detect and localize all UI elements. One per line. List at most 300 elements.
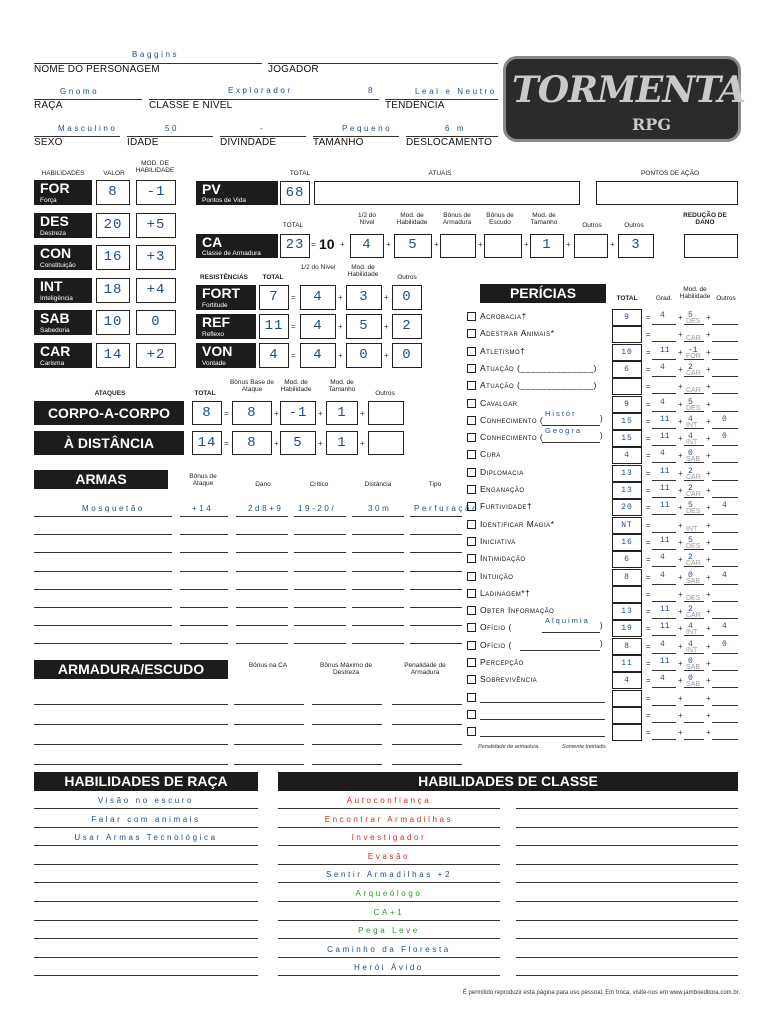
weapon-line[interactable] <box>34 571 172 572</box>
weapon-line[interactable] <box>180 571 228 572</box>
skill-trained-checkbox[interactable] <box>467 641 476 650</box>
ability-modifier[interactable]: +3 <box>136 245 176 270</box>
sex-label: SEXO <box>34 137 63 148</box>
weapon-line[interactable] <box>180 607 228 608</box>
skill-trained-checkbox[interactable] <box>467 381 476 390</box>
skill-trained-checkbox[interactable] <box>467 675 476 684</box>
attack-total[interactable]: 14 <box>192 431 222 455</box>
race-value[interactable]: Gnomo <box>60 87 100 96</box>
ca-half-level[interactable]: 4 <box>350 234 384 258</box>
weapon-crit[interactable]: 19-20/ <box>298 504 337 513</box>
skill-mod[interactable]: 4 <box>688 414 693 424</box>
skill-name: Acrobacia† <box>480 311 527 321</box>
skill-row <box>465 309 610 326</box>
weapon-line[interactable] <box>236 571 288 572</box>
sex-value[interactable]: Masculino <box>58 124 118 133</box>
weapon-type-header: Tipo <box>428 481 442 488</box>
weapon-line[interactable] <box>294 625 346 626</box>
weapon-line[interactable] <box>34 516 172 517</box>
skill-trained-checkbox[interactable] <box>467 623 476 632</box>
attack-other[interactable] <box>368 401 404 425</box>
ability-modifier[interactable]: -1 <box>136 180 176 205</box>
weapon-line[interactable] <box>410 607 462 608</box>
skill-total[interactable]: 4 <box>612 672 642 689</box>
skill-grad[interactable]: 11 <box>660 501 670 511</box>
saves-half-header: 1/2 do Nível <box>300 264 336 271</box>
skill-trained-checkbox[interactable] <box>467 606 476 615</box>
skill-mod[interactable]: 0 <box>688 674 693 684</box>
alignment-label: TENDÊNCIA <box>385 100 445 111</box>
weapon-line[interactable] <box>180 589 228 590</box>
armor-title: ARMADURA/ESCUDO <box>34 660 228 679</box>
skill-row <box>465 690 610 707</box>
weapon-line[interactable] <box>352 552 404 553</box>
weapon-line[interactable] <box>410 571 462 572</box>
skill-specialization[interactable]: Alquimia <box>545 616 590 626</box>
weapon-line[interactable] <box>410 516 462 517</box>
skill-row <box>465 361 610 378</box>
player-label: JOGADOR <box>268 64 319 75</box>
skill-mod[interactable]: 4 <box>688 639 693 649</box>
skill-attr: CAR <box>686 560 701 568</box>
weapon-line[interactable] <box>352 625 404 626</box>
skill-total[interactable] <box>612 707 642 724</box>
skill-name: Atletismo† <box>480 345 526 356</box>
save-other[interactable]: 0 <box>392 285 422 310</box>
skill-mod[interactable]: 2 <box>688 466 693 476</box>
skill-attr: SAB <box>686 664 701 671</box>
skill-other[interactable]: 4 <box>722 622 727 632</box>
skill-row <box>465 655 610 672</box>
armor-line[interactable] <box>34 764 228 765</box>
skill-mod[interactable]: 4 <box>688 432 693 442</box>
skill-total[interactable]: 16 <box>612 534 642 551</box>
save-total[interactable]: 7 <box>259 285 289 310</box>
skill-trained-checkbox[interactable] <box>467 468 476 477</box>
skill-trained-checkbox[interactable] <box>467 658 476 667</box>
class-ability[interactable]: Herói Ávido <box>354 963 424 973</box>
atk-other-header: Outros <box>375 390 395 397</box>
modifier-header: MOD. DE HABILIDADE <box>135 160 175 175</box>
armor-line[interactable] <box>234 724 304 725</box>
skill-mod[interactable]: 2 <box>688 605 693 615</box>
skill-row <box>465 551 610 568</box>
skills-other-header: Outros <box>716 295 736 302</box>
pv-total[interactable]: 68 <box>280 181 310 205</box>
armor-line[interactable] <box>234 704 304 705</box>
skill-total[interactable] <box>612 586 642 603</box>
weapon-line[interactable] <box>352 607 404 608</box>
skill-other[interactable]: 0 <box>722 432 727 442</box>
skill-trained-checkbox[interactable] <box>467 347 476 356</box>
skill-trained-checkbox[interactable] <box>467 450 476 459</box>
skill-mod[interactable]: 0 <box>688 570 693 580</box>
weapon-line[interactable] <box>34 552 172 553</box>
skill-trained-checkbox[interactable] <box>467 399 476 408</box>
save-total[interactable]: 11 <box>259 314 289 339</box>
skill-total[interactable] <box>612 724 642 741</box>
weapon-line[interactable] <box>236 625 288 626</box>
bba-header: Bônus Base de Ataque <box>229 379 275 394</box>
ability-value[interactable]: 20 <box>96 213 130 238</box>
pv-current[interactable] <box>314 181 580 205</box>
skill-total[interactable]: 8 <box>612 638 642 655</box>
skill-grad[interactable]: 4 <box>660 553 665 563</box>
skill-mod[interactable]: 5 <box>688 311 693 320</box>
class-ability[interactable]: Arqueólogo <box>355 889 423 898</box>
skill-trained-checkbox[interactable] <box>467 312 476 321</box>
skill-total[interactable]: 6 <box>612 361 642 378</box>
skill-total[interactable]: 19 <box>612 620 642 637</box>
armor-line[interactable] <box>392 724 462 725</box>
attacks-total-header: TOTAL <box>194 390 216 397</box>
skill-mod[interactable]: 2 <box>688 484 693 493</box>
attack-size-mod[interactable]: 1 <box>326 401 358 425</box>
weapon-line[interactable] <box>410 625 462 626</box>
ca-other[interactable] <box>574 234 608 258</box>
armor-penalty-header: Penalidade de Armadura <box>404 662 446 677</box>
weapon-line[interactable] <box>352 643 404 644</box>
ability-value[interactable]: 18 <box>96 278 130 303</box>
racial-ability[interactable]: Falar com animais <box>91 814 201 824</box>
level-value[interactable]: 8 <box>368 86 376 95</box>
attack-ability-mod[interactable]: 5 <box>280 431 316 455</box>
skill-total[interactable]: 4 <box>612 447 642 464</box>
skill-total[interactable]: 9 <box>612 309 642 326</box>
ability-modifier[interactable]: 0 <box>136 310 176 335</box>
skill-grad[interactable]: 4 <box>660 639 665 649</box>
weapon-line[interactable] <box>294 607 346 608</box>
weapon-line[interactable] <box>34 643 172 644</box>
weapon-line[interactable] <box>410 552 462 553</box>
ca-ability-mod[interactable]: 5 <box>394 234 432 258</box>
skill-total[interactable]: 13 <box>612 465 642 482</box>
skill-trained-checkbox[interactable] <box>467 520 476 529</box>
weapon-line[interactable] <box>294 589 346 590</box>
weapon-line[interactable] <box>180 552 228 553</box>
skill-mod[interactable]: 0 <box>688 449 693 459</box>
save-other[interactable]: 2 <box>392 314 422 339</box>
ability-value[interactable]: 16 <box>96 245 130 270</box>
armor-line[interactable] <box>392 744 462 745</box>
skill-mod[interactable]: 5 <box>688 397 693 407</box>
tormenta-logo <box>503 56 746 142</box>
skill-total[interactable]: 13 <box>612 482 642 499</box>
weapon-line[interactable] <box>294 643 346 644</box>
action-points[interactable] <box>596 181 738 205</box>
ability-abbr: SAB <box>40 310 70 326</box>
skill-row <box>465 534 610 551</box>
speed-value[interactable]: 6 m <box>445 124 467 133</box>
armor-line[interactable] <box>34 744 228 745</box>
skill-trained-checkbox[interactable] <box>467 589 476 598</box>
ability-value[interactable]: 8 <box>96 180 130 205</box>
save-half-level[interactable]: 4 <box>300 343 336 368</box>
skill-grad[interactable]: 11 <box>660 345 670 355</box>
skill-mod[interactable]: 2 <box>688 362 693 372</box>
class-ability[interactable]: Caminho da Floresta <box>327 944 451 954</box>
skill-mod[interactable]: 4 <box>688 622 693 632</box>
deity-label: DIVINDADE <box>220 137 277 148</box>
skill-total[interactable]: 8 <box>612 569 642 586</box>
weapon-line[interactable] <box>236 552 288 553</box>
skill-total[interactable]: 20 <box>612 499 642 516</box>
ability-abbr: FOR <box>40 180 70 196</box>
character-name-label: NOME DO PERSONAGEM <box>34 64 160 75</box>
skill-total[interactable]: NT <box>612 517 642 534</box>
skill-specialization[interactable]: Geogra <box>545 426 583 436</box>
armor-line[interactable] <box>34 724 228 725</box>
class-ability[interactable]: Sentir Armadilhas +2 <box>325 870 453 880</box>
ability-name: Inteligência <box>40 294 73 302</box>
skill-mod[interactable]: 0 <box>688 657 693 666</box>
skill-mod[interactable]: 5 <box>688 501 693 511</box>
class-value[interactable]: Explorador <box>228 86 293 95</box>
ca-half-header: 1/2 do Nível <box>357 212 377 227</box>
attack-ability-mod[interactable]: -1 <box>280 401 316 425</box>
skill-name: Intuição <box>480 570 514 581</box>
ca-armor[interactable] <box>440 234 476 258</box>
skill-grad[interactable]: 4 <box>660 397 665 407</box>
skill-other[interactable]: 0 <box>722 639 727 649</box>
weapon-line[interactable] <box>294 552 346 553</box>
age-value[interactable]: 50 <box>165 124 180 133</box>
skill-other[interactable]: 0 <box>722 414 727 424</box>
skill-trained-checkbox[interactable] <box>467 485 476 494</box>
armor-line[interactable] <box>312 744 382 745</box>
class-ability[interactable]: CA+1 <box>373 907 405 917</box>
skill-trained-checkbox[interactable] <box>467 329 476 338</box>
skill-name: Ofício ( <box>480 639 512 650</box>
skill-row <box>465 586 610 603</box>
skill-specialization[interactable]: Histór <box>545 408 577 418</box>
size-value[interactable]: Pequeno <box>342 124 393 133</box>
save-ability-mod[interactable]: 5 <box>346 314 382 339</box>
pv-total-header: TOTAL <box>289 170 311 177</box>
skill-row <box>465 707 610 724</box>
weapon-line[interactable] <box>34 534 172 535</box>
skill-trained-checkbox[interactable] <box>467 572 476 581</box>
ability-value[interactable]: 10 <box>96 310 130 335</box>
skill-name: Sobrevivência <box>480 674 538 685</box>
weapon-line[interactable] <box>236 589 288 590</box>
save-ability-mod[interactable]: 3 <box>346 285 382 310</box>
skill-total[interactable]: 15 <box>612 430 642 447</box>
armor-line[interactable] <box>312 764 382 765</box>
weapon-line[interactable] <box>34 607 172 608</box>
skill-row <box>465 465 610 482</box>
racial-ability[interactable]: Visão no escuro <box>97 796 195 805</box>
pv-label: PV <box>202 181 221 197</box>
ability-abbr: CON <box>40 245 72 261</box>
armor-line[interactable] <box>34 704 228 705</box>
weapon-line[interactable] <box>236 534 288 535</box>
skill-total[interactable]: 15 <box>612 413 642 430</box>
skill-grad[interactable]: 4 <box>660 362 665 372</box>
ca-size[interactable]: 1 <box>530 234 564 258</box>
weapon-line[interactable] <box>410 589 462 590</box>
weapon-line[interactable] <box>236 607 288 608</box>
age-label: IDADE <box>127 137 159 148</box>
weapon-line[interactable] <box>180 534 228 535</box>
skill-mod[interactable]: -1 <box>688 345 698 355</box>
skill-name: Diplomacia <box>480 466 524 477</box>
weapon-range[interactable]: 30m <box>368 504 392 513</box>
ca-shield-header: Bônus de Escudo <box>486 212 514 227</box>
ability-abbr: DES <box>40 212 69 229</box>
skill-trained-checkbox[interactable] <box>467 502 476 511</box>
skill-trained-checkbox[interactable] <box>467 727 476 736</box>
weapon-line[interactable] <box>34 589 172 590</box>
saves-total-header: TOTAL <box>262 274 284 281</box>
weapon-line[interactable] <box>352 571 404 572</box>
skill-mod[interactable]: 2 <box>688 553 693 563</box>
save-name: Reflexo <box>202 331 225 338</box>
skills-footnote-trained: Somente treinado. <box>562 744 607 750</box>
attack-size-mod[interactable]: 1 <box>326 431 358 455</box>
ability-modifier[interactable]: +4 <box>136 278 176 303</box>
pv-block <box>196 181 278 205</box>
class-ability[interactable]: Pega Leve <box>358 926 420 936</box>
skill-grad[interactable]: 4 <box>660 570 665 580</box>
damage-reduction[interactable] <box>684 234 738 258</box>
skill-other[interactable]: 4 <box>722 570 727 580</box>
skill-grad[interactable]: 4 <box>660 311 665 320</box>
skill-trained-checkbox[interactable] <box>467 693 476 702</box>
skill-total[interactable]: 6 <box>612 551 642 568</box>
speed-label: DESLOCAMENTO <box>406 137 493 148</box>
weapon-line[interactable] <box>180 516 228 517</box>
skill-trained-checkbox[interactable] <box>467 537 476 546</box>
skill-trained-checkbox[interactable] <box>467 554 476 563</box>
save-block-2 <box>196 343 256 368</box>
save-half-level[interactable]: 4 <box>300 314 336 339</box>
weapon-line[interactable] <box>180 643 228 644</box>
ca-total[interactable]: 23 <box>280 234 310 258</box>
weapon-line[interactable] <box>352 516 404 517</box>
weapon-line[interactable] <box>236 516 288 517</box>
weapon-line[interactable] <box>180 625 228 626</box>
skill-name: Adestrar Animais* <box>480 328 555 339</box>
skill-total[interactable] <box>612 326 642 343</box>
skill-grad[interactable]: 11 <box>660 414 670 424</box>
skill-trained-checkbox[interactable] <box>467 433 476 442</box>
skill-grad[interactable]: 11 <box>660 605 670 615</box>
save-name: Fortitude <box>202 302 228 309</box>
skill-grad[interactable]: 11 <box>660 535 670 545</box>
weapon-bonus[interactable]: +14 <box>192 504 214 513</box>
attack-other[interactable] <box>368 431 404 455</box>
weapon-line[interactable] <box>410 534 462 535</box>
ability-modifier[interactable]: +5 <box>136 213 176 238</box>
skills-grad-header: Grad. <box>655 295 673 302</box>
skill-grad[interactable]: 4 <box>660 449 665 459</box>
weapon-name[interactable]: Mosquetão <box>82 504 145 513</box>
weapon-line[interactable] <box>410 643 462 644</box>
weapon-line[interactable] <box>352 589 404 590</box>
skill-total[interactable]: 11 <box>612 655 642 672</box>
class-ability[interactable]: Investigador <box>351 833 427 843</box>
skill-attr: DES <box>686 594 701 602</box>
armor-line[interactable] <box>234 764 304 765</box>
ability-value[interactable]: 14 <box>96 343 130 368</box>
skills-total-header: TOTAL <box>616 295 638 302</box>
skill-name: Cura <box>480 449 501 460</box>
skill-total[interactable] <box>612 378 642 395</box>
ability-block-1 <box>34 213 92 238</box>
weapon-line[interactable] <box>294 571 346 572</box>
armor-line[interactable] <box>392 704 462 705</box>
skill-grad[interactable]: 4 <box>660 674 665 684</box>
skill-grad[interactable]: 11 <box>660 484 670 493</box>
weapon-line[interactable] <box>352 534 404 535</box>
save-total[interactable]: 4 <box>259 343 289 368</box>
ability-modifier[interactable]: +2 <box>136 343 176 368</box>
skill-total[interactable]: 13 <box>612 603 642 620</box>
ability-name: Destreza <box>40 229 67 237</box>
ca-shield[interactable] <box>484 234 522 258</box>
armor-line[interactable] <box>234 744 304 745</box>
skill-attr: DES <box>686 404 701 412</box>
skill-trained-checkbox[interactable] <box>467 710 476 719</box>
armor-line[interactable] <box>392 764 462 765</box>
ca-other2-header: Outros <box>624 222 644 229</box>
skill-grad[interactable]: 11 <box>660 657 670 666</box>
alignment-value[interactable]: Leal e Neutro <box>415 87 497 96</box>
weapon-damage[interactable]: 2d8+9 <box>248 504 284 513</box>
racial-ability[interactable]: Usar Armas Tecnológica <box>74 833 218 843</box>
skill-name: Conhecimento ( <box>480 414 544 425</box>
weapon-type[interactable]: Perfuração <box>414 504 480 513</box>
save-abbr: FORT <box>202 285 241 301</box>
weapon-line[interactable] <box>236 643 288 644</box>
skill-trained-checkbox[interactable] <box>467 364 476 373</box>
weapon-line[interactable] <box>294 534 346 535</box>
class-ability[interactable]: Evasão <box>367 851 411 861</box>
armor-line[interactable] <box>312 704 382 705</box>
skill-grad[interactable]: 11 <box>660 432 670 442</box>
armor-line[interactable] <box>312 724 382 725</box>
weapon-line[interactable] <box>34 625 172 626</box>
save-ability-mod[interactable]: 0 <box>346 343 382 368</box>
skill-grad[interactable]: 11 <box>660 622 670 632</box>
ca-other2[interactable]: 3 <box>618 234 654 258</box>
weapon-crit-header: Crítico <box>309 481 329 488</box>
save-other[interactable]: 0 <box>392 343 422 368</box>
save-half-level[interactable]: 4 <box>300 285 336 310</box>
attack-bba[interactable]: 8 <box>232 431 272 455</box>
ability-block-5 <box>34 343 92 368</box>
class-ability[interactable]: Encontrar Armadilhas <box>324 814 454 824</box>
skill-other[interactable]: 4 <box>722 501 727 511</box>
weapon-line[interactable] <box>294 516 346 517</box>
class-ability[interactable]: Autoconfiança <box>346 796 432 805</box>
save-name: Vontade <box>202 360 226 367</box>
deity-value[interactable]: - <box>260 124 266 133</box>
skill-total[interactable] <box>612 690 642 707</box>
skill-row <box>465 517 610 534</box>
character-name-value[interactable]: Baggins <box>132 50 180 59</box>
skill-trained-checkbox[interactable] <box>467 416 476 425</box>
skill-total[interactable]: 9 <box>612 396 642 413</box>
skill-attr: SAB <box>686 681 701 689</box>
attack-bba[interactable]: 8 <box>232 401 272 425</box>
skill-total[interactable]: 10 <box>612 344 642 361</box>
skill-row <box>465 447 610 464</box>
skill-grad[interactable]: 11 <box>660 466 670 476</box>
skill-mod[interactable]: 5 <box>688 535 693 545</box>
attack-total[interactable]: 8 <box>192 401 222 425</box>
